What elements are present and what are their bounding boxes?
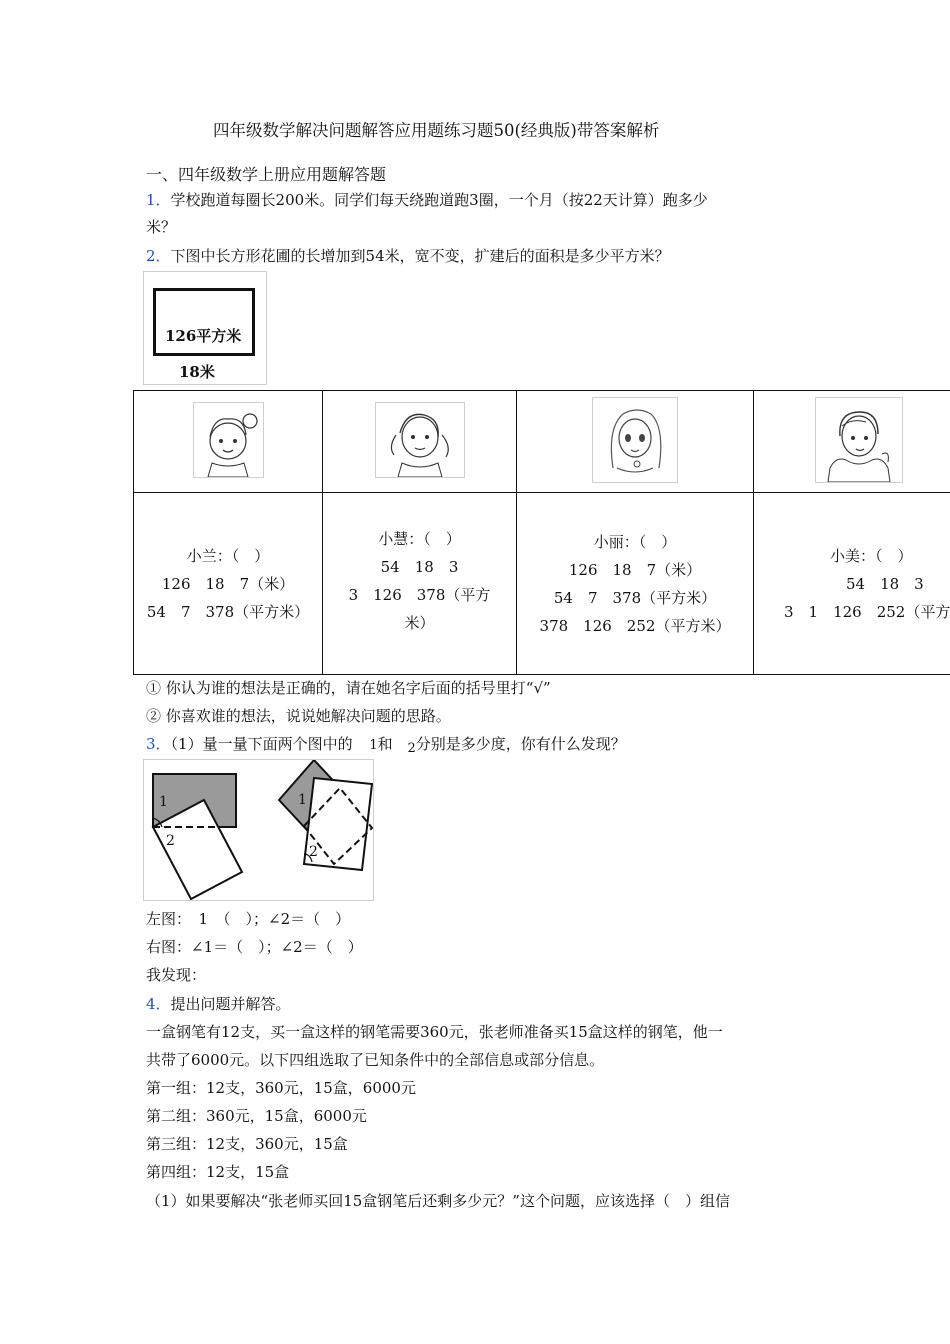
xiaomei-name: 小美：（ ）	[830, 546, 913, 565]
question-3-text-a: （1）量一量下面两个图中的	[170, 735, 353, 753]
xiaolan-line-2: 54 7 378（平方米）	[146, 602, 310, 621]
question-2-sub-1: ① 你认为谁的想法是正确的，请在她名字后面的括号里打“√”	[146, 679, 551, 697]
question-4-text: 提出问题并解答。	[170, 995, 291, 1013]
group-4: 第四组：12支，15盒	[146, 1163, 290, 1181]
girl-portrait-icon	[815, 397, 903, 483]
right-angle-2-label: 2	[309, 844, 318, 860]
xiaomei-cell	[754, 493, 950, 675]
left-figure-answer: 左图： 1 （ ）；∠2＝（ ）	[146, 910, 351, 928]
question-4-para-line-2: 共带了6000元。以下四组选取了已知条件中的全部信息或部分信息。	[146, 1051, 605, 1069]
xiaohui-line-1: 54 18 3	[380, 558, 459, 576]
angle-figure	[143, 759, 374, 901]
question-2-text: 下图中长方形花圃的长增加到54米，宽不变，扩建后的面积是多少平方米？	[170, 247, 670, 265]
xiaolan-cell	[134, 493, 323, 675]
question-2-number: 2．	[146, 247, 171, 265]
xiaoli-line-2: 54 7 378（平方米）	[553, 588, 717, 607]
question-1-number: 1．	[146, 191, 171, 209]
angle-2-label: 2	[407, 741, 416, 756]
question-4-sub-1: （1）如果要解决“张老师买回15盒钢笔后还剩多少元？”这个问题，应该选择（ ）组信	[146, 1192, 730, 1210]
portrait-cell-xiaoli	[517, 391, 754, 493]
garden-area-label: 126平方米	[165, 327, 242, 345]
xiaoli-line-1: 126 18 7（米）	[568, 560, 702, 579]
xiaohui-name: 小慧：（ ）	[378, 530, 461, 548]
question-2-sub-2: ② 你喜欢谁的想法，说说她解决问题的思路。	[146, 707, 451, 725]
question-3-number: 3．	[146, 735, 171, 753]
portrait-cell-xiaohui	[323, 391, 517, 493]
question-3-text-c: 分别是多少度，你有什么发现？	[415, 735, 626, 753]
xiaolan-line-1: 126 18 7（米）	[161, 574, 295, 593]
xiaohui-line-2: 3 126 378（平方	[348, 586, 491, 604]
xiaoli-line-3: 378 126 252（平方米）	[539, 616, 731, 635]
girl-portrait-icon	[193, 402, 264, 478]
question-3-text-b: 和	[377, 735, 393, 753]
page-title: 四年级数学解决问题解答应用题练习题50(经典版)带答案解析	[213, 121, 660, 140]
xiaolan-name: 小兰：（ ）	[186, 546, 270, 565]
xiaoli-name: 小丽：（ ）	[593, 532, 677, 551]
question-1	[146, 189, 708, 210]
group-2: 第二组：360元，15盒，6000元	[146, 1107, 367, 1125]
xiaoli-cell	[517, 493, 754, 675]
group-1: 第一组：12支，360元，15盒，6000元	[146, 1079, 416, 1097]
angle-1-label: 1	[369, 738, 378, 753]
discovery-line: 我发现：	[146, 966, 207, 984]
section-heading: 一、四年级数学上册应用题解答题	[146, 165, 387, 184]
group-3: 第三组：12支，360元，15盒	[146, 1135, 348, 1153]
left-angle-1-label: 1	[159, 794, 168, 810]
garden-width-label: 18米	[179, 363, 215, 381]
question-1-line2: 米？	[146, 218, 177, 236]
girls-table	[133, 390, 950, 675]
portrait-cell-xiaolan	[134, 391, 323, 493]
right-figure-answer: 右图：∠1＝（ ）；∠2＝（ ）	[146, 938, 363, 956]
question-2	[146, 245, 670, 266]
question-4-number: 4．	[146, 995, 171, 1013]
portrait-cell-xiaomei	[754, 391, 950, 493]
left-angle-2-label: 2	[166, 833, 175, 849]
girl-portrait-icon	[375, 402, 465, 478]
question-3	[146, 733, 626, 754]
garden-figure	[143, 271, 267, 385]
right-angle-1-label: 1	[298, 792, 307, 808]
question-4	[146, 993, 291, 1014]
girl-portrait-icon	[592, 397, 678, 483]
xiaohui-cell	[323, 493, 517, 675]
question-1-text: 学校跑道每圈长200米。同学们每天绕跑道跑3圈，一个月（按22天计算）跑多少	[170, 191, 708, 209]
xiaohui-line-3: 米）	[404, 614, 435, 632]
question-4-para-line-1: 一盒钢笔有12支，买一盒这样的钢笔需要360元，张老师准备买15盒这样的钢笔，他一	[146, 1023, 723, 1041]
xiaomei-line-2: 3 1 126 252（平方	[784, 602, 950, 621]
xiaomei-line-1: 54 18 3	[846, 574, 924, 593]
